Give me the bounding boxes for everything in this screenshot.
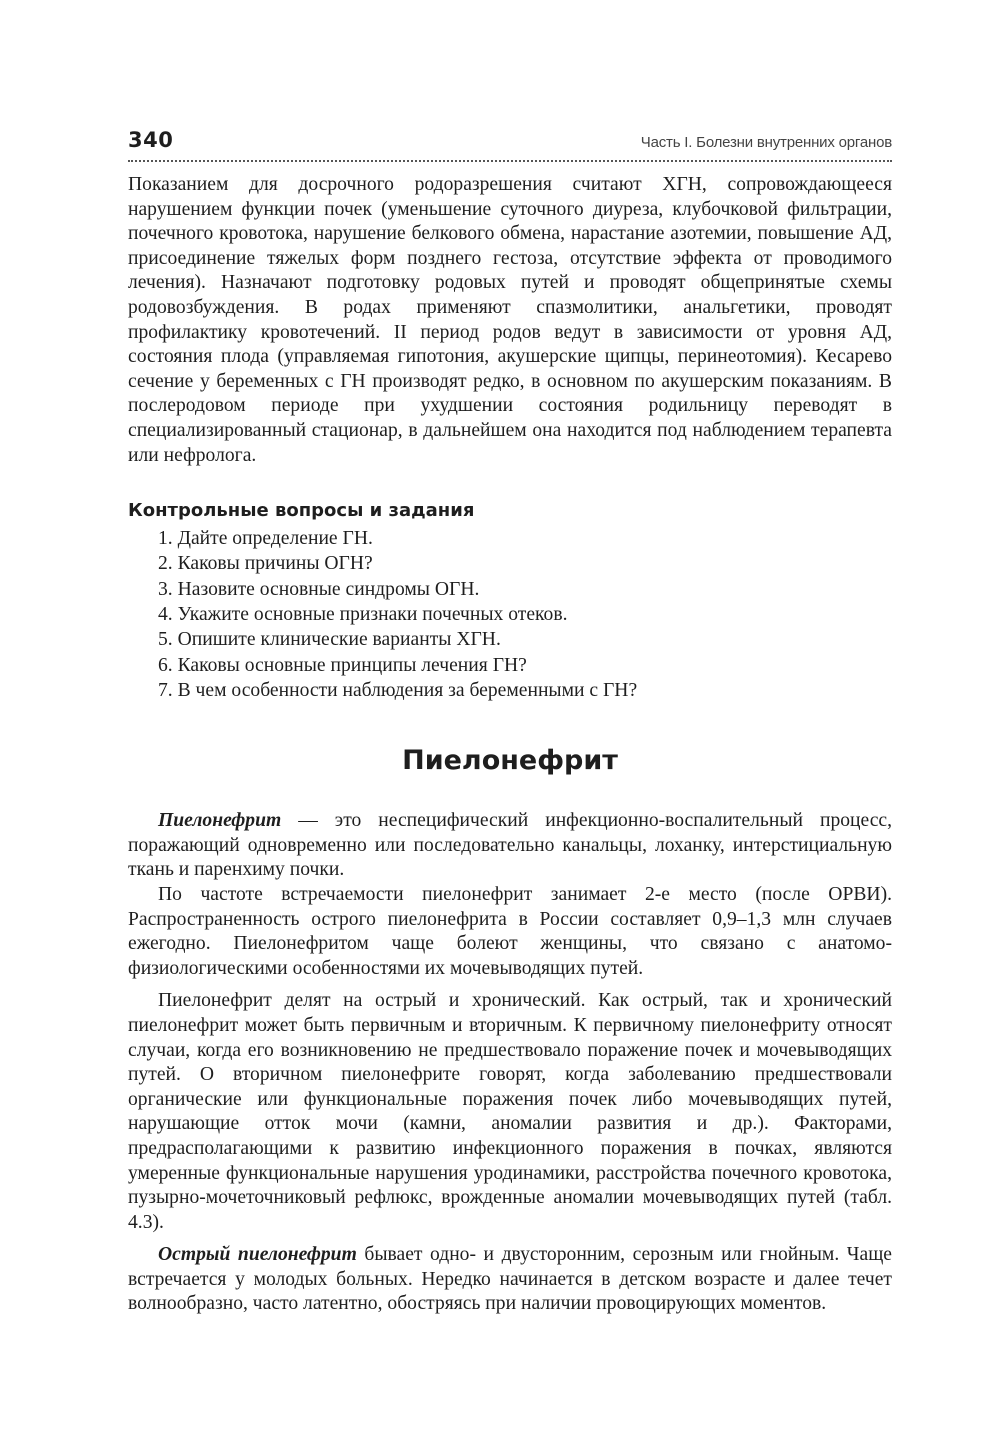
questions-heading: Контрольные вопросы и задания <box>128 500 475 522</box>
term-pyelonephritis: Пиелонефрит <box>158 810 282 832</box>
definition-paragraph <box>128 809 892 883</box>
page <box>128 128 892 1317</box>
section-title: Пиелонефрит <box>402 745 618 777</box>
question-item: 1. Дайте определение ГН. <box>158 528 373 550</box>
intro-paragraph: Показанием для досрочного родоразрешения считают ХГН, сопровождающееся нарушением функции почек (уменьшение суточного диуреза, клубочковой фильтрации, почечного кровотока, нарушение белкового обмена, нарастание азотемии, повышение АД, присоединение тяжелых форм позднего гестоза, отсутствие эффекта от проводимого лечения). Назначают подготовку родовых путей и проводят общепринятые схемы родовозбуждения. В родах применяют спазмолитики, анальгетики, проводят профилактику кровотечений. II период родов ведут в зависимости от уровня АД, состояния плода (управляемая гипотония, акушерские щипцы, перинеотомия). Кесарево сечение у беременных с ГН производят редко, в основном по акушерским показаниям. В послеродовом периоде при ухудшении состояния родильницу переводят в специализированный стационар, в дальнейшем она находится под наблюдением терапевта или нефролога. <box>128 174 892 466</box>
term-acute-pyelonephritis: Острый пиелонефрит <box>158 1244 357 1266</box>
question-item: 7. В чем особенности наблюдения за беременными с ГН? <box>158 679 638 701</box>
acute-text: бывает одно- и двусторонним, серозным или гнойным. Чаще встречается у молодых больных. Нередко начинается в детском возрасте и далее течет волнообразно, часто латентно, обостряясь при наличии провоцирующих моментов. <box>128 1244 892 1315</box>
question-item: 2. Каковы причины ОГН? <box>158 553 373 575</box>
question-item: 4. Укажите основные признаки почечных отеков. <box>158 604 568 626</box>
question-item: 6. Каковы основные принципы лечения ГН? <box>158 654 527 676</box>
prevalence-paragraph: По частоте встречаемости пиелонефрит занимает 2-е место (после ОРВИ). Распространенность острого пиелонефрита в России составляет 0,9–1,3 млн случаев ежегодно. Пиелонефритом чаще болеют женщины, что связано с анатомо-физиологическими особенностями их мочевыводящих путей. <box>128 883 892 979</box>
page-number: 340 <box>128 128 174 152</box>
acute-paragraph <box>128 1243 892 1317</box>
question-item: 3. Назовите основные синдромы ОГН. <box>158 578 480 600</box>
question-item: 5. Опишите клинические варианты ХГН. <box>158 629 501 651</box>
classification-paragraph: Пиелонефрит делят на острый и хронический. Как острый, так и хронический пиелонефрит может быть первичным и вторичным. К первичному пиелонефриту относят случаи, когда его возникновению не предшествовало поражение почек и мочевыводящих путей. О вторичном пиелонефрите говорят, когда заболеванию предшествовали органические или функциональные поражения почек либо мочевыводящих путей, нарушающие отток мочи (камни, аномалии развития и др.). Факторами, предрасполагающими к развитию инфекционного поражения в почках, являются умеренные функциональные нарушения уродинамики, расстройства почечного кровотока, пузырно-мочеточниковый рефлюкс, врожденные аномалии мочевыводящих путей (табл. 4.3). <box>128 990 892 1233</box>
questions-list <box>128 526 892 703</box>
running-title: Часть I. Болезни внутренних органов <box>640 134 892 151</box>
running-head <box>128 128 892 162</box>
definition-text: — это неспецифический инфекционно-воспалительный процесс, поражающий одновременно или последовательно канальцы, лоханку, интерстициальную ткань и паренхиму почки. <box>128 810 892 881</box>
